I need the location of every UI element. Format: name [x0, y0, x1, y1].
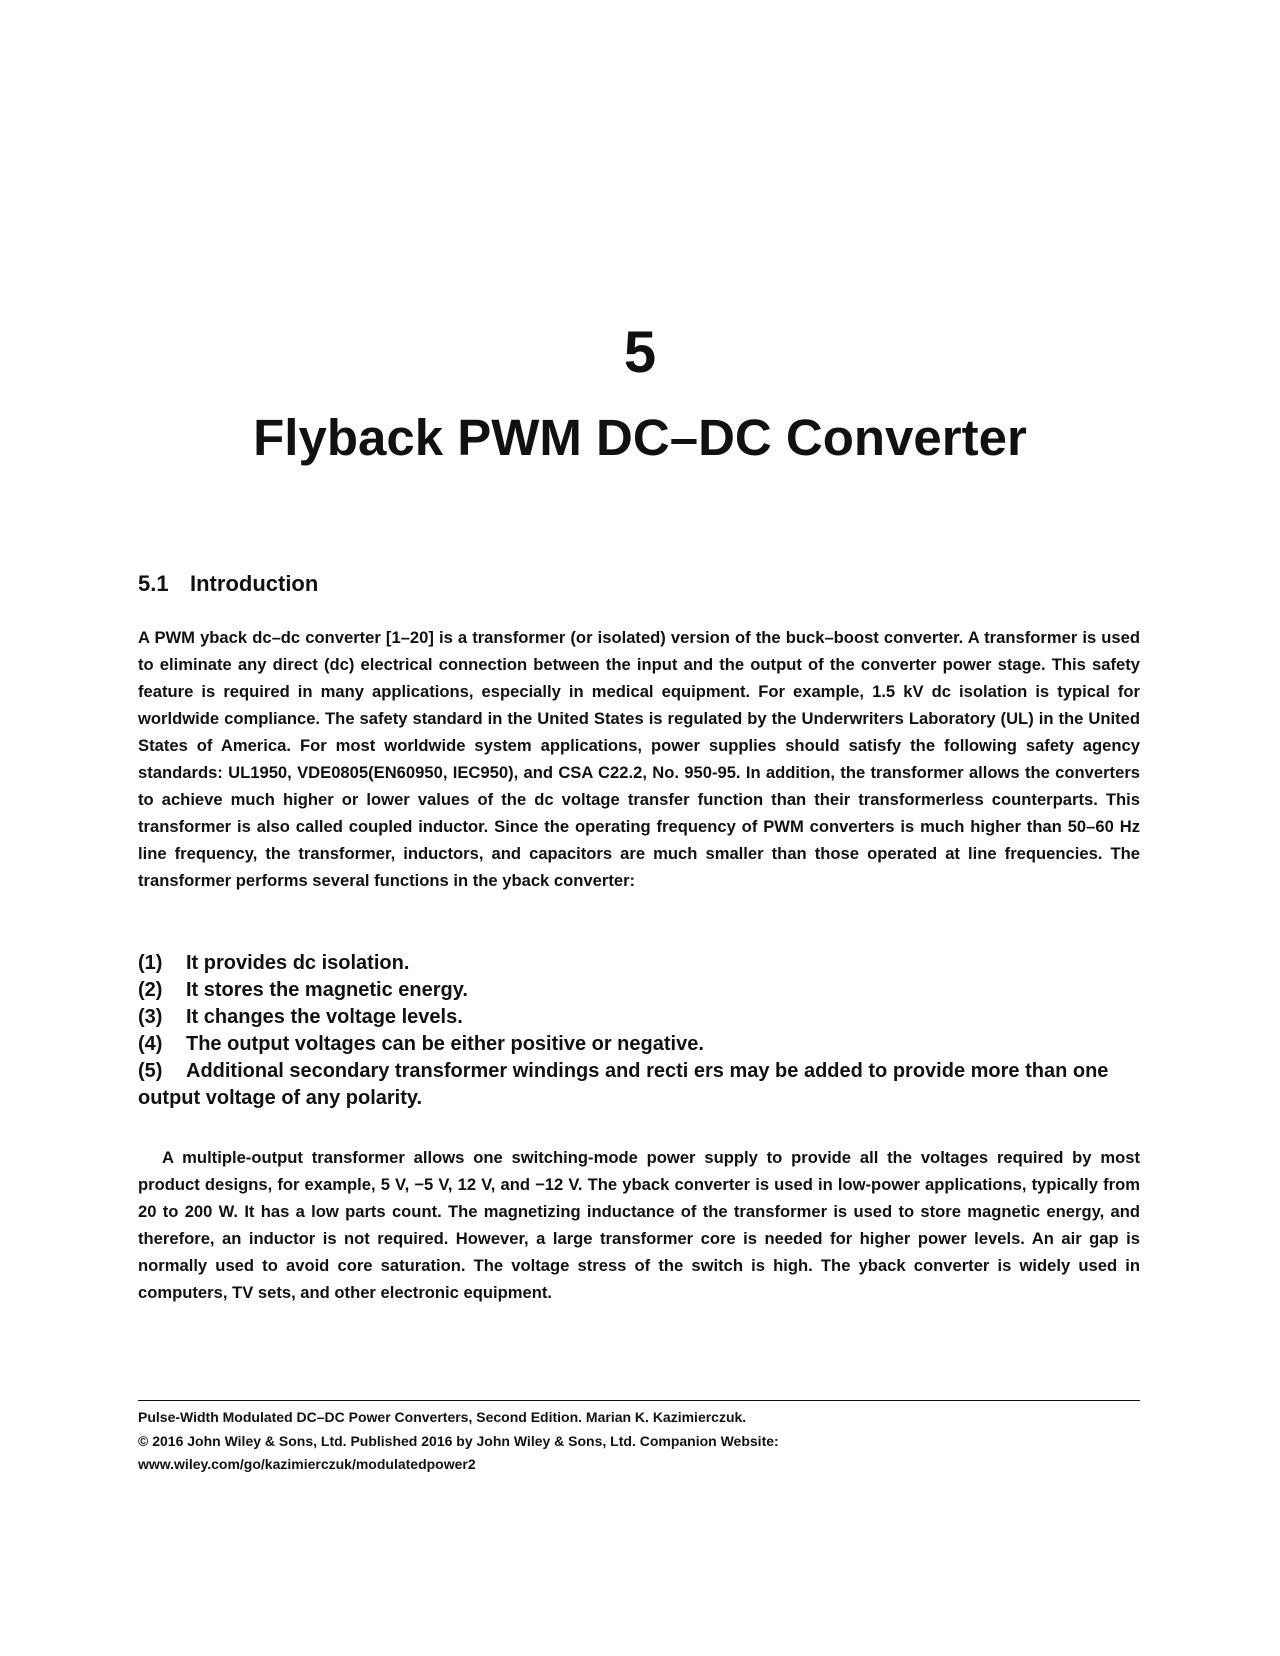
chapter-title: Flyback PWM DC–DC Converter	[253, 409, 1027, 466]
list-item-number: (1)	[138, 952, 163, 974]
functions-list	[138, 950, 1140, 1112]
list-item	[138, 1004, 1140, 1031]
list-item-text: Additional secondary transformer windings and recti ers may be added to provide more than one output voltage of any polarity.	[138, 1060, 1109, 1109]
section-heading	[138, 570, 318, 598]
intro-paragraph: A PWM yback dc–dc converter [1–20] is a transformer (or isolated) version of the buck–boost converter. A transformer is used to eliminate any direct (dc) electrical connection between the input and the output of the converter power stage. This safety feature is required in many applications, especially in medical equipment. For example, 1.5 kV dc isolation is typical for worldwide compliance. The safety standard in the United States is regulated by the Underwriters Laboratory (UL) in the United States of America. For most worldwide system applications, power supplies should satisfy the following safety agency standards: UL1950, VDE0805(EN60950, IEC950), and CSA C22.2, No. 950-95. In addition, the transformer allows the converters to achieve much higher or lower values of the dc voltage transfer function than their transformerless counterparts. This transformer is also called coupled inductor. Since the operating frequency of PWM converters is much higher than 50–60 Hz line frequency, the transformer, inductors, and capacitors are much smaller than those operated at line frequencies. The transformer performs several functions in the yback converter:	[138, 628, 1140, 890]
list-item-number: (5)	[138, 1060, 163, 1082]
footnote-citation: Pulse-Width Modulated DC–DC Power Converters, Second Edition. Marian K. Kazimierczuk.	[138, 1409, 747, 1425]
footnote	[138, 1406, 1140, 1477]
section-title: Introduction	[190, 571, 319, 596]
footnote-copyright: © 2016 John Wiley & Sons, Ltd. Published 2016 by John Wiley & Sons, Ltd. Companion Website:	[138, 1432, 779, 1449]
footnote-divider	[138, 1400, 1140, 1401]
section-number: 5.1	[138, 571, 169, 596]
footnote-website: www.wiley.com/go/kazimierczuk/modulatedpower2	[138, 1456, 476, 1472]
list-item	[138, 977, 1140, 1004]
list-item-text: It provides dc isolation.	[186, 952, 410, 974]
list-item	[138, 1058, 1140, 1112]
list-item-number: (4)	[138, 1033, 163, 1055]
list-item-text: It changes the voltage levels.	[186, 1006, 463, 1028]
list-item	[138, 1031, 1140, 1058]
list-item-text: It stores the magnetic energy.	[186, 979, 468, 1001]
list-item	[138, 950, 1140, 977]
list-item-number: (2)	[138, 979, 163, 1001]
second-paragraph: A multiple-output transformer allows one switching-mode power supply to provide all the voltages required by most product designs, for example, 5 V, −5 V, 12 V, and −12 V. The yback converter is used in low-power applications, typically from 20 to 200 W. It has a low parts count. The magnetizing inductance of the transformer is used to store magnetic energy, and therefore, an inductor is not required. However, a large transformer core is needed for higher power levels. An air gap is normally used to avoid core saturation. The voltage stress of the switch is high. The yback converter is widely used in computers, TV sets, and other electronic equipment.	[138, 1148, 1140, 1302]
list-item-number: (3)	[138, 1006, 163, 1028]
list-item-text: The output voltages can be either positive or negative.	[186, 1033, 704, 1055]
chapter-number: 5	[623, 320, 657, 385]
